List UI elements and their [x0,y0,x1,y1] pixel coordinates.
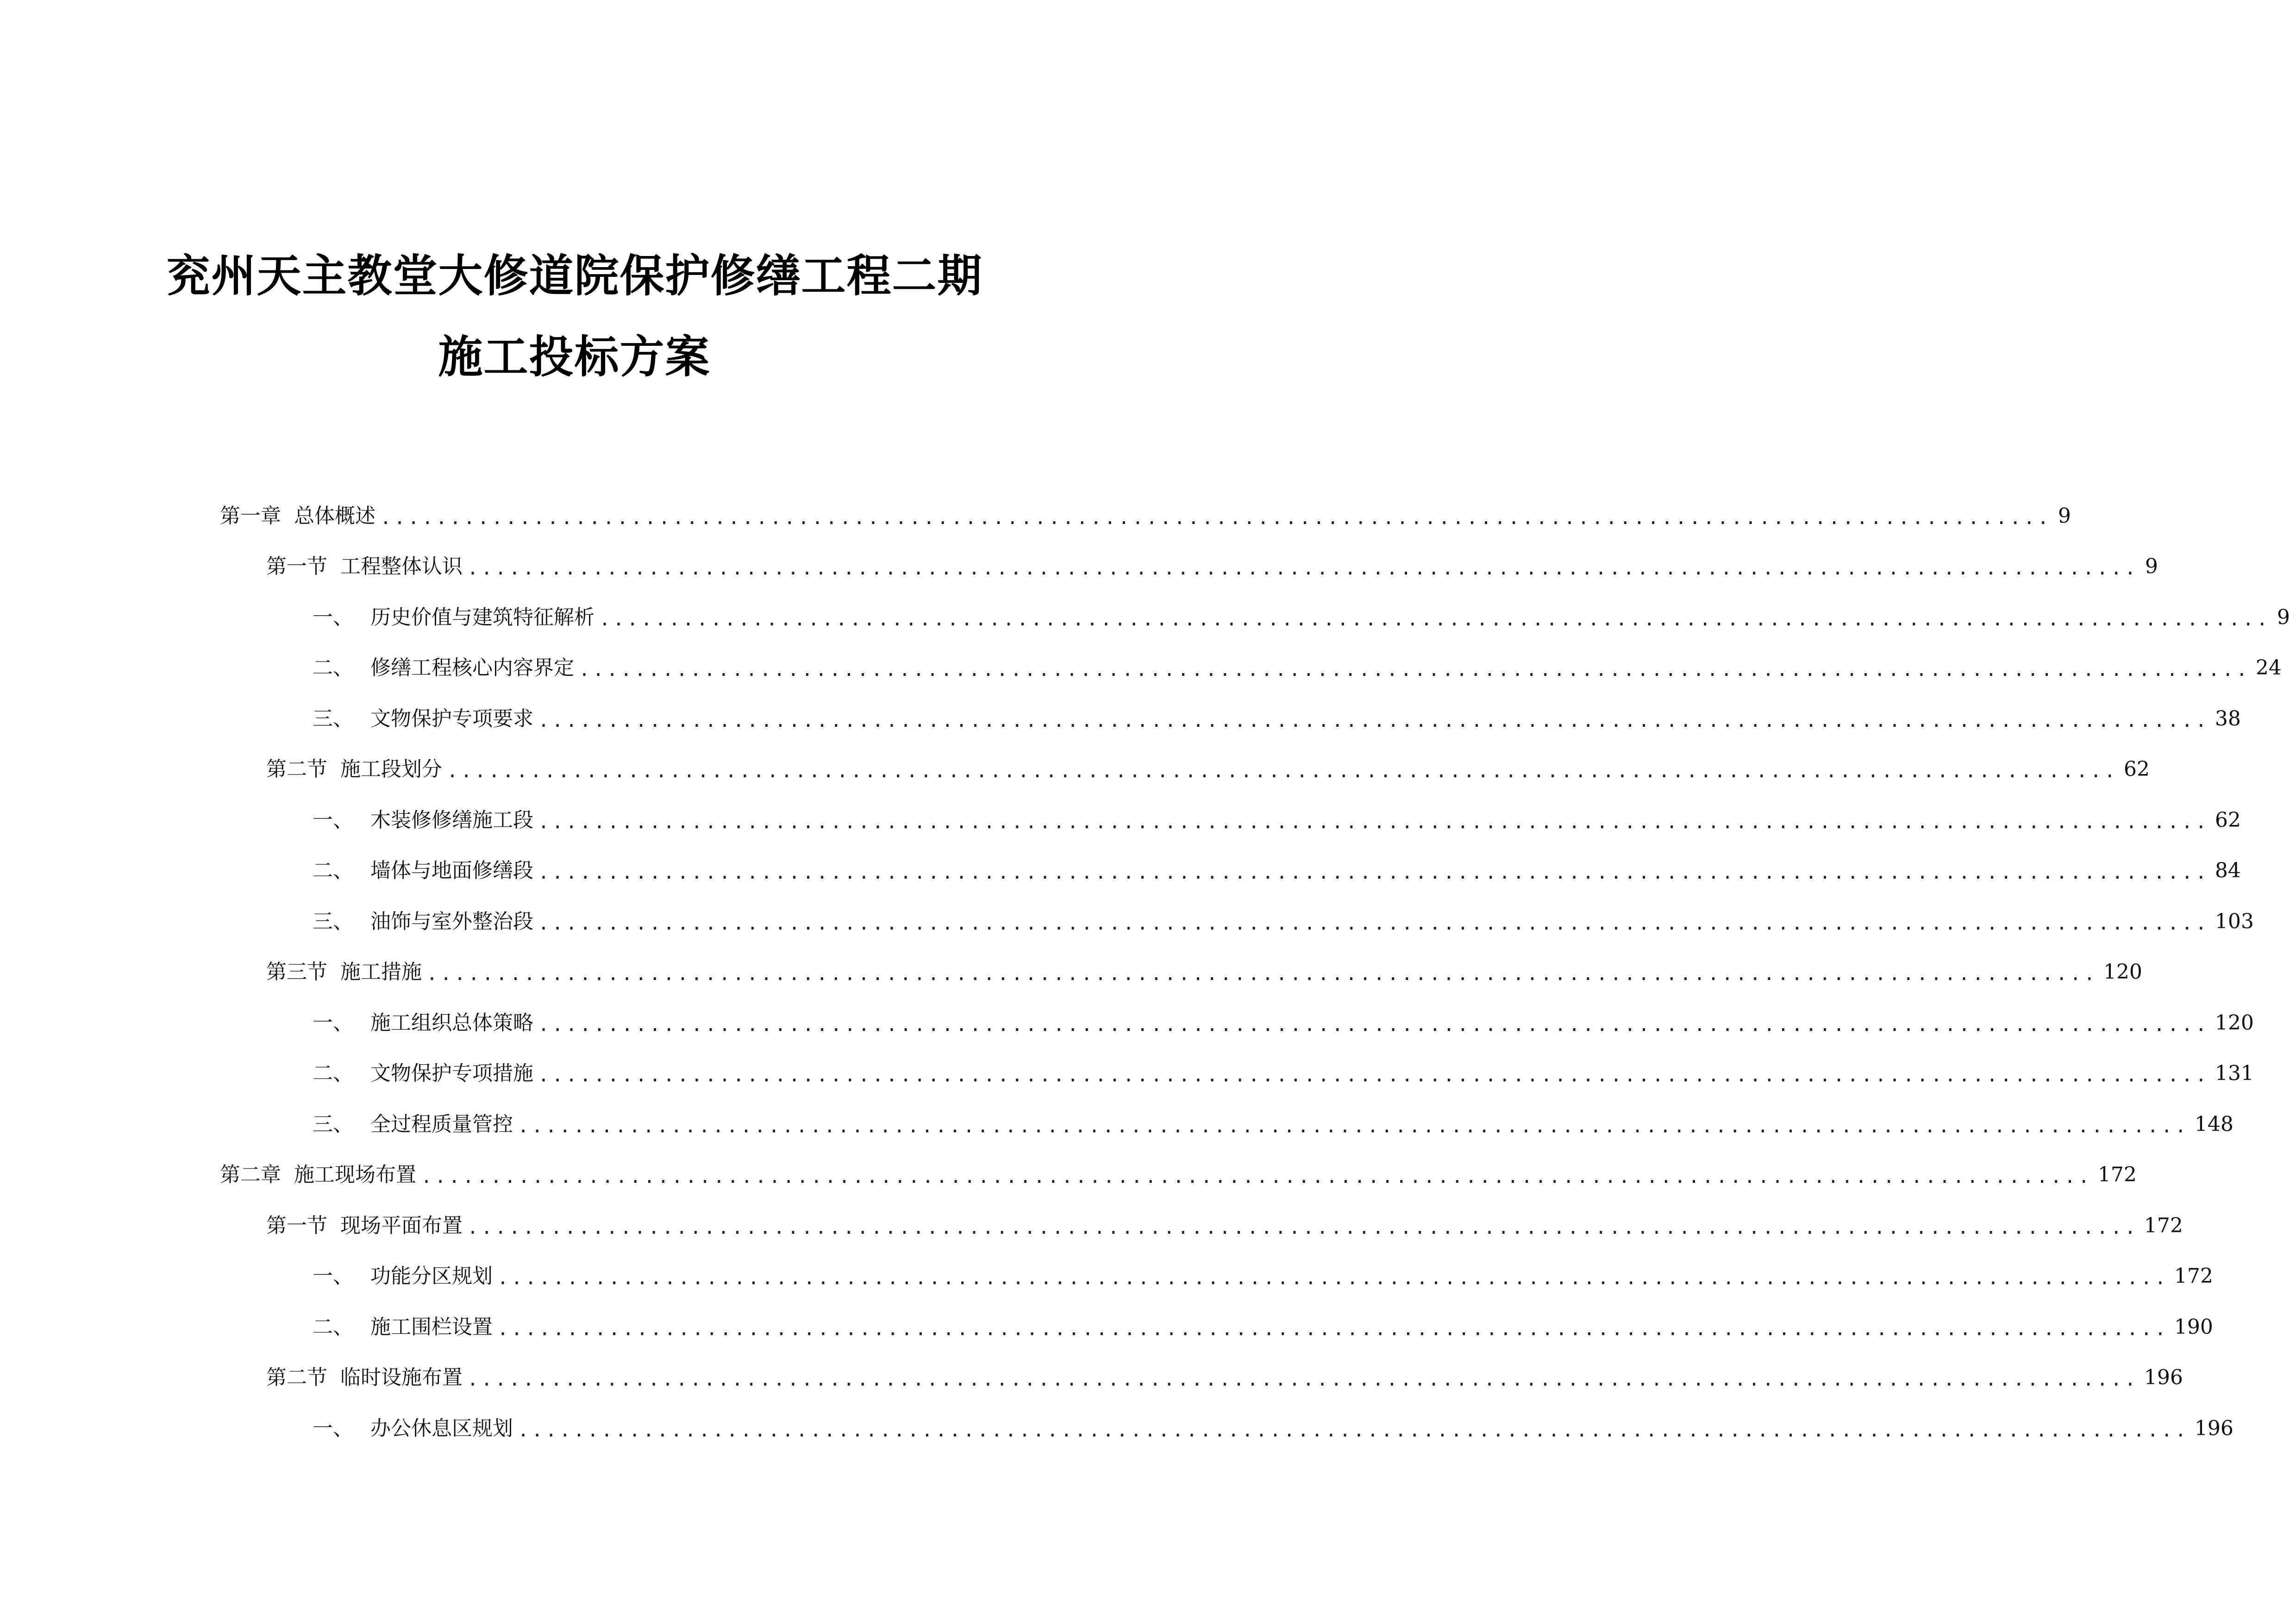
toc-entry-label [313,857,533,885]
toc-dot-leader: ........................................................................................................................ [467,1217,2139,1238]
toc-dot-leader: ........................................................................................................................ [467,1369,2139,1391]
toc-entry[interactable] [220,1353,2183,1404]
toc-page-number: 196 [2194,1416,2234,1440]
toc-entry-number: 第一节 [266,555,327,579]
toc-entry-label [220,502,375,530]
toc-dot-leader: ........................................................................................................................ [447,761,2118,782]
toc-entry-label [313,1313,493,1341]
toc-entry-number: 第二节 [266,757,327,781]
toc-entry-number: 一、 [313,1011,353,1035]
toc-entry-text: 全过程质量管控 [370,1112,513,1136]
toc-entry[interactable] [220,1099,2234,1150]
toc-entry-text: 文物保护专项措施 [370,1062,533,1086]
toc-dot-leader: ........................................................................................................................ [518,1115,2189,1137]
toc-entry-text: 木装修修缮施工段 [370,808,533,832]
toc-entry[interactable] [220,491,2071,542]
toc-entry-number: 三、 [313,706,353,731]
toc-entry-text: 施工措施 [340,960,422,984]
toc-entry[interactable] [220,947,2142,998]
toc-page-number: 62 [2215,808,2241,832]
toc-entry-label [266,1364,463,1392]
toc-entry-number: 三、 [313,1112,353,1136]
toc-dot-leader: ........................................................................................................................ [538,862,2209,884]
toc-entry-number: 一、 [313,1416,353,1440]
toc-page-number: 172 [2097,1163,2137,1187]
toc-entry-number: 第一节 [266,1213,327,1237]
toc-entry-label [266,553,463,581]
document-title: 兖州天主教堂大修道院保护修缮工程二期 [166,250,983,302]
toc-entry-text: 临时设施布置 [340,1366,463,1390]
toc-entry-label [313,1415,513,1443]
toc-dot-leader: ........................................................................................................................ [538,1065,2209,1087]
toc-dot-leader: ........................................................................................................................ [518,1419,2189,1441]
toc-entry-number: 三、 [313,909,353,933]
toc-dot-leader: ........................................................................................................................ [421,1166,2092,1188]
toc-entry-text: 总体概述 [294,504,375,528]
toc-entry[interactable] [220,542,2158,593]
toc-dot-leader: ........................................................................................................................ [497,1318,2169,1340]
toc-entry-label [313,654,574,682]
toc-entry-number: 一、 [313,808,353,832]
toc-page-number: 9 [2277,605,2290,629]
toc-page-number: 148 [2194,1112,2234,1136]
toc-page-number: 172 [2144,1213,2183,1237]
toc-entry-text: 文物保护专项要求 [370,706,533,731]
toc-dot-leader: ........................................................................................................................ [538,710,2209,731]
toc-entry-text: 施工段划分 [340,757,442,781]
toc-entry-number: 二、 [313,1315,353,1339]
toc-dot-leader: ........................................................................................................................ [467,558,2139,580]
toc-entry[interactable] [220,693,2241,744]
toc-entry[interactable] [220,1150,2137,1201]
document-subtitle: 施工投标方案 [438,331,711,383]
toc-entry-text: 施工围栏设置 [370,1315,493,1339]
toc-entry[interactable] [220,1403,2234,1454]
toc-page-number: 172 [2174,1264,2213,1288]
toc-dot-leader: ........................................................................................................................ [538,811,2209,833]
toc-entry-number: 一、 [313,1264,353,1288]
toc-entry[interactable] [220,846,2241,897]
toc-page-number: 120 [2215,1011,2254,1035]
toc-entry-number: 第三节 [266,960,327,984]
toc-page-number: 120 [2103,960,2142,984]
toc-entry-text: 油饰与室外整治段 [370,909,533,933]
toc-page-number: 196 [2144,1366,2183,1390]
toc-entry[interactable] [220,643,2282,694]
toc-entry[interactable] [220,1200,2183,1251]
toc-entry-number: 二、 [313,1062,353,1086]
toc-entry-label [313,1262,493,1290]
toc-entry[interactable] [220,592,2290,643]
toc-entry-text: 墙体与地面修缮段 [370,859,533,883]
toc-dot-leader: ........................................................................................................................ [538,1014,2209,1036]
toc-entry-label [266,756,442,783]
toc-dot-leader: ........................................................................................................................ [380,507,2052,529]
toc-entry-text: 办公休息区规划 [370,1416,513,1440]
toc-page-number: 9 [2058,504,2071,528]
toc-entry-label [313,1111,513,1138]
toc-dot-leader: ........................................................................................................................ [599,608,2271,630]
toc-entry[interactable] [220,998,2254,1049]
toc-entry[interactable] [220,896,2254,947]
toc-page-number: 84 [2215,859,2241,883]
toc-entry-text: 现场平面布置 [340,1213,463,1237]
toc-entry-text: 功能分区规划 [370,1264,493,1288]
toc-dot-leader: ........................................................................................................................ [497,1268,2169,1289]
toc-dot-leader: ........................................................................................................................ [426,963,2098,985]
toc-entry-text: 工程整体认识 [340,555,463,579]
toc-entry-text: 历史价值与建筑特征解析 [370,605,594,629]
toc-entry-label [313,806,533,834]
toc-entry[interactable] [220,1302,2213,1353]
toc-entry-label [313,604,594,631]
toc-entry-number: 一、 [313,605,353,629]
toc-page-number: 9 [2145,555,2158,579]
toc-page-number: 190 [2174,1315,2213,1339]
toc-page-number: 38 [2215,706,2241,731]
toc-entry[interactable] [220,795,2241,846]
toc-entry-text: 施工组织总体策略 [370,1011,533,1035]
toc-entry-number: 二、 [313,656,353,680]
toc-entry-label [313,1009,533,1037]
toc-entry-label [220,1161,416,1189]
toc-page-number: 103 [2215,909,2254,933]
toc-entry-text: 修缮工程核心内容界定 [370,656,574,680]
toc-dot-leader: ........................................................................................................................ [579,659,2250,681]
toc-entry[interactable] [220,1049,2254,1099]
toc-entry-label [266,1212,463,1240]
toc-entry-number: 第二节 [266,1366,327,1390]
toc-entry-label [313,1060,533,1087]
toc-page-number: 62 [2123,757,2150,781]
toc-entry[interactable] [220,744,2150,795]
toc-entry-text: 施工现场布置 [294,1163,416,1187]
toc-entry-number: 二、 [313,859,353,883]
toc-entry[interactable] [220,1251,2213,1302]
toc-page-number: 131 [2215,1062,2254,1086]
toc-entry-number: 第二章 [220,1163,281,1187]
toc-entry-label [266,958,422,986]
toc-entry-label [313,908,533,936]
toc-dot-leader: ........................................................................................................................ [538,912,2209,934]
table-of-contents [220,491,2290,1454]
toc-entry-number: 第一章 [220,504,281,528]
toc-entry-label [313,705,533,733]
toc-page-number: 24 [2255,656,2282,680]
